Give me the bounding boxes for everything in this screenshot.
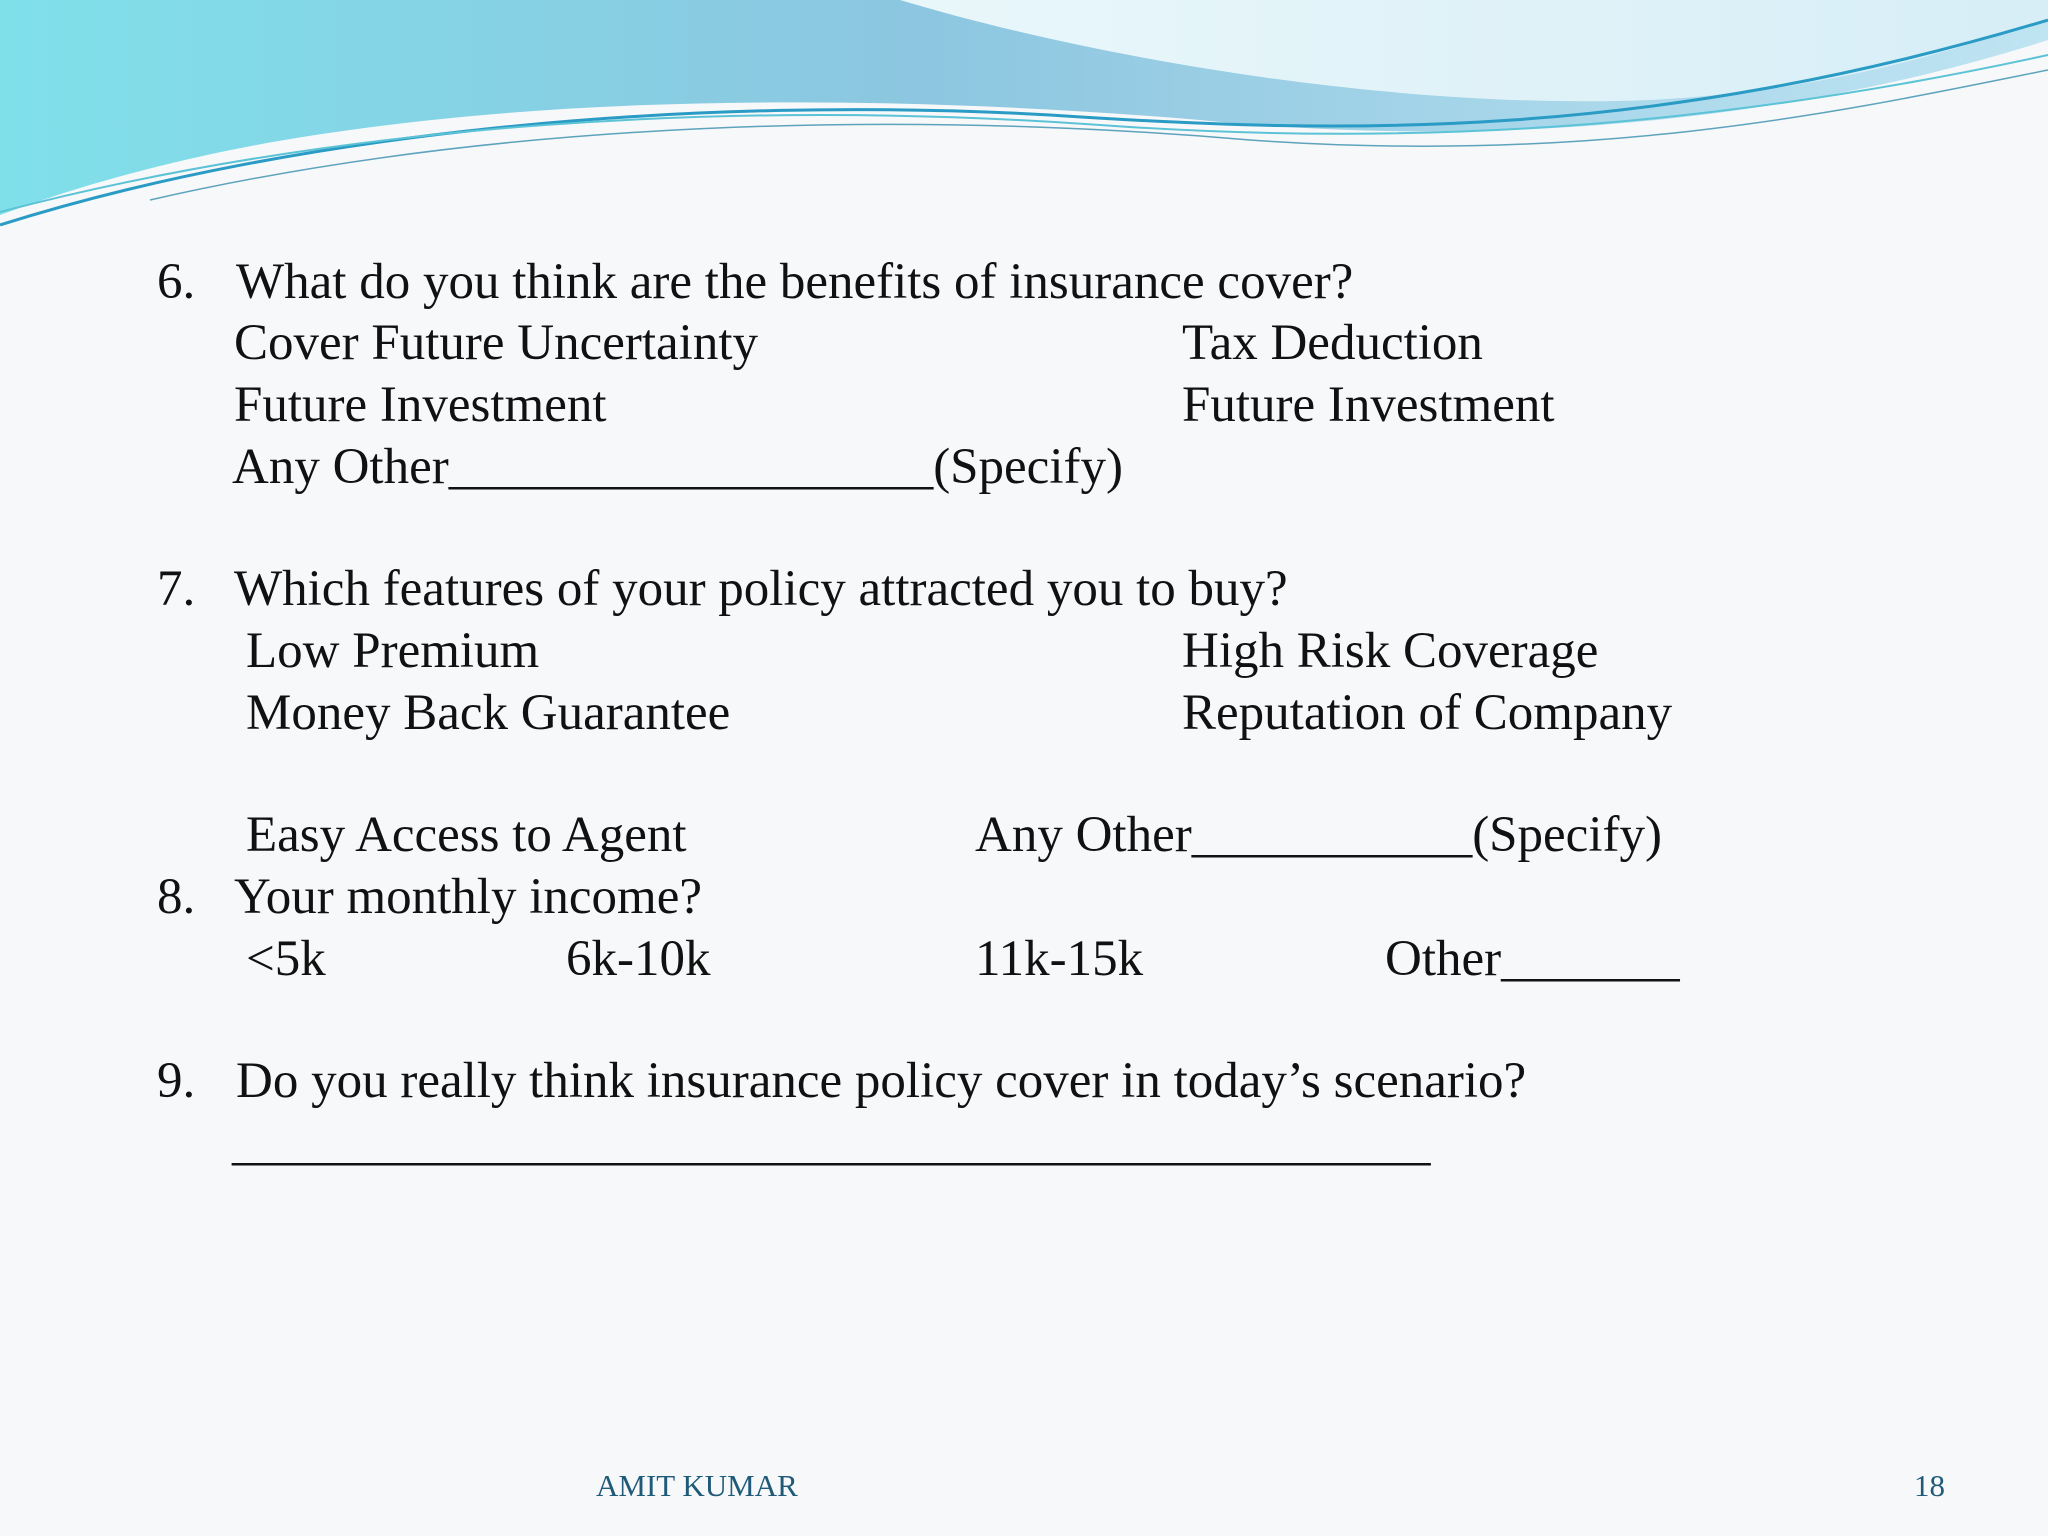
footer-page-number: 18 [1914, 1468, 1945, 1503]
q8-option-11k-15k[interactable]: 11k-15k [975, 931, 1144, 987]
q6-any-other-field[interactable]: Any Other___________________(Specify) [232, 439, 1123, 495]
q8-number: 8. [157, 869, 196, 925]
q7-question: Which features of your policy attracted you to buy? [234, 561, 1288, 617]
q7-number: 7. [157, 561, 196, 617]
q7-option-money-back-guarantee[interactable]: Money Back Guarantee [246, 685, 731, 741]
q7-any-other-field[interactable]: Any Other___________(Specify) [975, 807, 1662, 863]
q6-option-tax-deduction[interactable]: Tax Deduction [1182, 315, 1483, 371]
q8-option-other-field[interactable]: Other_______ [1385, 931, 1680, 987]
q6-option-future-investment[interactable]: Future Investment [234, 377, 607, 433]
header-wave-decoration [0, 0, 2048, 240]
q9-answer-line[interactable]: _______________________________________________ [232, 1115, 1431, 1171]
q8-option-under-5k[interactable]: <5k [246, 931, 326, 987]
q8-question: Your monthly income? [234, 869, 702, 925]
q9-question: Do you really think insurance policy cover in today’s scenario? [236, 1053, 1527, 1109]
q6-option-future-investment-2[interactable]: Future Investment [1182, 377, 1555, 433]
q7-option-high-risk-coverage[interactable]: High Risk Coverage [1182, 623, 1599, 679]
footer-author: AMIT KUMAR [596, 1468, 798, 1503]
q6-option-cover-future-uncertainty[interactable]: Cover Future Uncertainty [234, 315, 759, 371]
q9-number: 9. [157, 1053, 196, 1109]
q7-option-low-premium[interactable]: Low Premium [246, 623, 540, 679]
q7-option-reputation-of-company[interactable]: Reputation of Company [1182, 685, 1673, 741]
q6-number: 6. [157, 254, 196, 310]
q7-option-easy-access-to-agent[interactable]: Easy Access to Agent [246, 807, 687, 863]
q6-question: What do you think are the benefits of insurance cover? [236, 254, 1354, 310]
q8-option-6k-10k[interactable]: 6k-10k [566, 931, 711, 987]
